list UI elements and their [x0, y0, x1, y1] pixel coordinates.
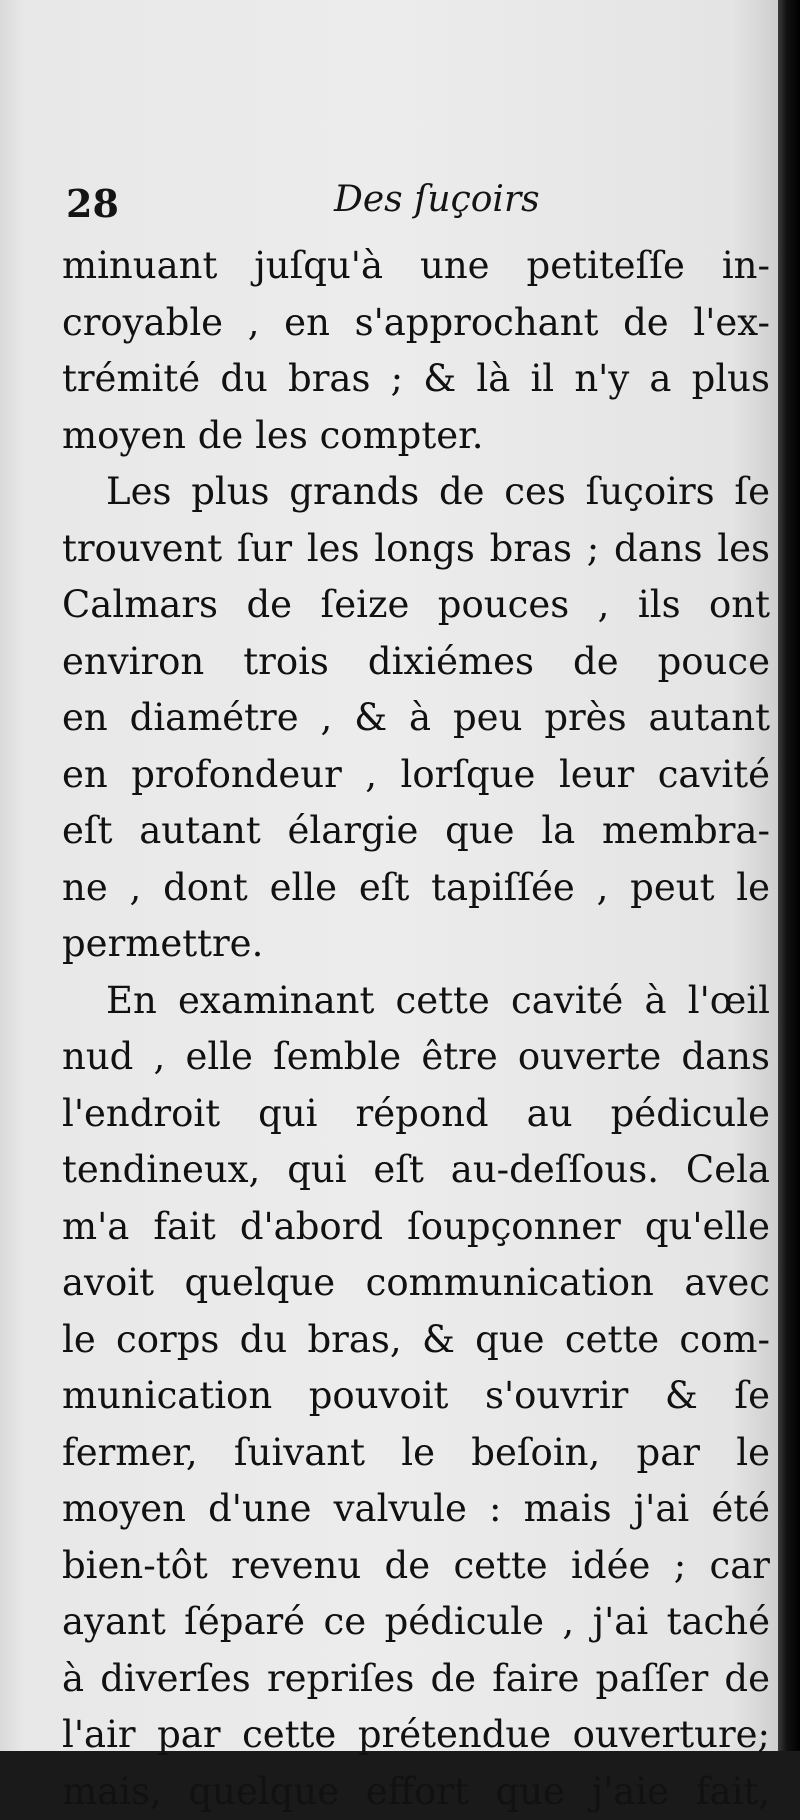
text-line: moyen d'une valvule : mais j'ai été [62, 1481, 770, 1538]
page-header [64, 175, 704, 235]
text-line: mais, quelque effort que j'aie fait, [62, 1764, 770, 1820]
text-line: en profondeur , lorſque leur cavité [62, 747, 770, 804]
body-text [62, 238, 770, 1820]
text-line: trémité du bras ; & là il n'y a plus [62, 351, 770, 408]
text-line: avoit quelque communication avec [62, 1255, 770, 1312]
text-line: Les plus grands de ces ſuçoirs ſe [62, 464, 770, 521]
text-line: fermer, ſuivant le beſoin, par le [62, 1425, 770, 1482]
text-line: nud , elle ſemble être ouverte dans [62, 1029, 770, 1086]
page-edge-shadow [778, 0, 800, 1751]
text-line: trouvent ſur les longs bras ; dans les [62, 521, 770, 578]
text-line: le corps du bras, & que cette com- [62, 1312, 770, 1369]
text-line: tendineux, qui eſt au-deſſous. Cela [62, 1142, 770, 1199]
text-line: moyen de les compter. [62, 408, 770, 465]
text-line: Calmars de ſeize pouces , ils ont [62, 577, 770, 634]
text-line: minuant juſqu'à une petiteſſe in- [62, 238, 770, 295]
text-line: En examinant cette cavité à l'œil [62, 973, 770, 1030]
text-line: l'endroit qui répond au pédicule [62, 1086, 770, 1143]
text-line: environ trois dixiémes de pouce [62, 634, 770, 691]
text-line: croyable , en s'approchant de l'ex- [62, 295, 770, 352]
text-line: ayant ſéparé ce pédicule , j'ai taché [62, 1594, 770, 1651]
page-number: 28 [66, 181, 119, 226]
text-line: en diamétre , & à peu près autant [62, 690, 770, 747]
text-line: à diverſes repriſes de faire paſſer de [62, 1651, 770, 1708]
running-head: Des ſuçoirs [334, 179, 540, 220]
text-line: ne , dont elle eſt tapiſſée , peut le [62, 860, 770, 917]
text-line: bien-tôt revenu de cette idée ; car [62, 1538, 770, 1595]
text-line: l'air par cette prétendue ouverture; [62, 1707, 770, 1764]
text-line: eſt autant élargie que la membra- [62, 803, 770, 860]
text-line: permettre. [62, 916, 770, 973]
text-line: m'a fait d'abord ſoupçonner qu'elle [62, 1199, 770, 1256]
text-line: munication pouvoit s'ouvrir & ſe [62, 1368, 770, 1425]
